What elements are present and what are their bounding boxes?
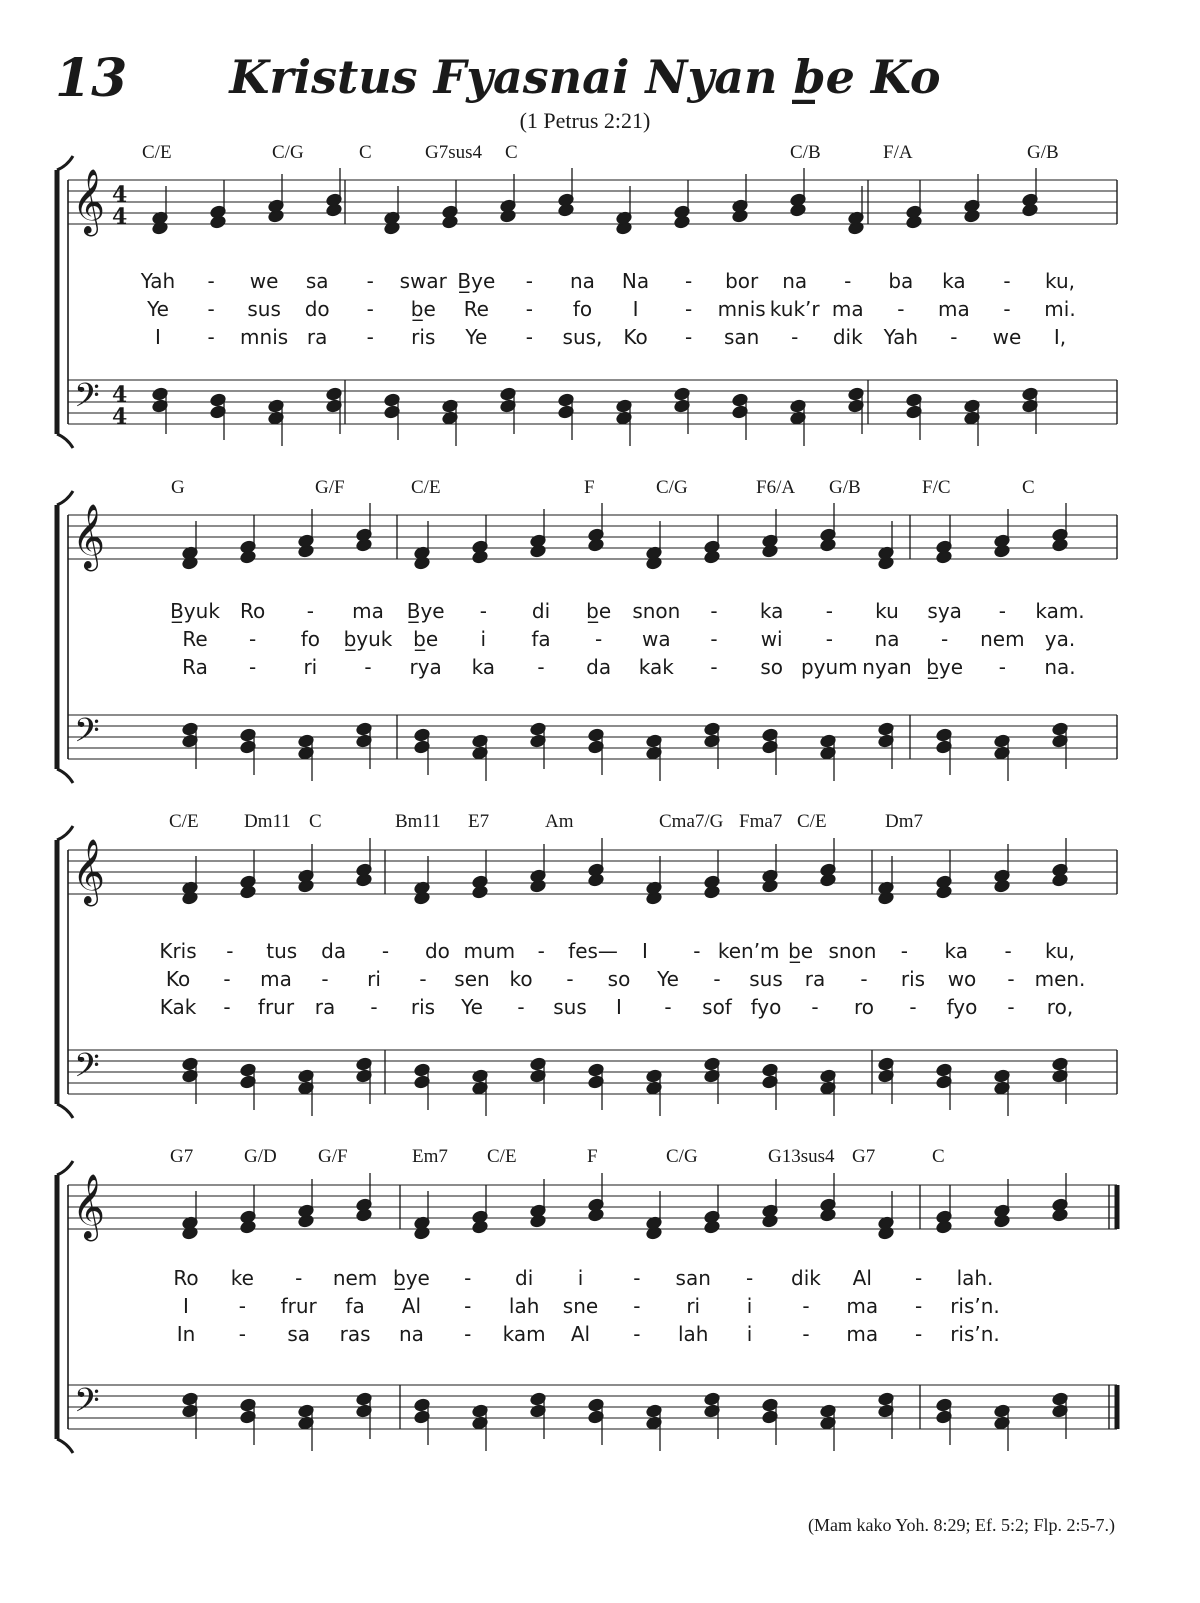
lyric-syllable: snon — [632, 599, 681, 623]
lyric-syllable: ra — [314, 995, 336, 1019]
lyric-syllable: swar — [399, 269, 447, 293]
lyric-syllable: ka — [944, 939, 968, 963]
lyric-syllable: - — [915, 1294, 923, 1318]
lyric-syllable: i — [746, 1322, 753, 1346]
chord-symbol: G/F — [318, 1146, 348, 1167]
lyric-syllable: na — [570, 269, 595, 293]
lyric-syllable: mi. — [1044, 297, 1076, 321]
lyric-syllable: - — [419, 967, 427, 991]
lyric-syllable: ya. — [1044, 627, 1076, 651]
footer-references: (Mam kako Yoh. 8:29; Ef. 5:2; Flp. 2:5-7.) — [807, 1515, 1115, 1535]
lyric-syllable: fo — [572, 297, 593, 321]
lyric-syllable: - — [664, 995, 672, 1019]
lyric-syllable: I — [632, 297, 639, 321]
lyric-syllable: - — [860, 967, 868, 991]
lyric-syllable: - — [900, 939, 908, 963]
chord-symbol: G/D — [244, 1146, 277, 1167]
lyric-syllable: ku — [875, 599, 899, 623]
lyric-syllable: Ro — [173, 1266, 199, 1290]
lyric-syllable: - — [537, 655, 545, 679]
lyric-syllable: - — [941, 627, 949, 651]
lyric-syllable: ris’n. — [950, 1294, 1000, 1318]
lyric-syllable: mum — [463, 939, 516, 963]
lyric-syllable: ma — [846, 1294, 879, 1318]
lyric-syllable: dik — [832, 325, 863, 349]
lyric-syllable: ra — [306, 325, 328, 349]
lyric-syllable: - — [517, 995, 525, 1019]
lyric-syllable: - — [364, 655, 372, 679]
chord-symbol: Dm11 — [244, 811, 291, 832]
chord-symbol: C/E — [487, 1146, 517, 1167]
chord-symbol: C/B — [790, 142, 821, 163]
lyric-syllable: men. — [1034, 967, 1086, 991]
chord-symbol: C/G — [272, 142, 304, 163]
lyric-syllable: - — [844, 269, 852, 293]
lyric-syllable: wo — [947, 967, 977, 991]
lyric-syllable: - — [745, 1266, 754, 1290]
chord-symbol: C/E — [169, 811, 199, 832]
lyric-syllable: - — [223, 995, 231, 1019]
lyric-syllable: - — [525, 325, 534, 349]
lyric-syllable: - — [381, 939, 390, 963]
lyric-syllable: - — [464, 1266, 472, 1290]
lyric-syllable: wi — [760, 627, 783, 651]
lyric-syllable: bor — [725, 269, 759, 293]
lyric-syllable: - — [366, 269, 374, 293]
lyric-syllable: Al — [401, 1294, 422, 1318]
chord-symbol: G7sus4 — [425, 142, 483, 163]
chord-symbol: C — [359, 142, 372, 163]
lyric-syllable: sus — [749, 967, 783, 991]
lyric-syllable: we — [992, 325, 1022, 349]
lyric-syllable: ma — [352, 599, 384, 623]
lyric-syllable: frur — [280, 1294, 317, 1318]
lyric-syllable: b̲e — [413, 627, 439, 651]
lyric-syllable: - — [1003, 297, 1011, 321]
lyric-syllable: - — [537, 939, 545, 963]
lyric-syllable: fa — [531, 627, 551, 651]
lyric-syllable: - — [684, 297, 693, 321]
lyric-syllable: I — [155, 325, 161, 349]
chord-symbol: Dm7 — [885, 811, 923, 832]
lyric-syllable: - — [825, 599, 833, 623]
lyric-syllable: b̲e — [788, 939, 814, 963]
lyric-syllable: ke — [230, 1266, 254, 1290]
lyric-syllable: sa — [305, 269, 329, 293]
lyric-syllable: ma — [260, 967, 292, 991]
lyric-syllable: - — [915, 1266, 923, 1290]
chord-symbol: G/B — [829, 477, 861, 498]
lyric-syllable: nem — [332, 1266, 378, 1290]
chord-symbol: Em7 — [412, 1146, 448, 1167]
lyric-syllable: - — [306, 599, 314, 623]
lyric-syllable: i — [480, 627, 487, 651]
lyric-syllable: kak — [638, 655, 674, 679]
lyric-syllable: - — [710, 655, 718, 679]
chord-symbol: Am — [545, 811, 574, 832]
lyric-syllable: I — [183, 1294, 189, 1318]
chord-symbol: G7 — [852, 1146, 876, 1167]
lyric-syllable: san — [723, 325, 760, 349]
lyric-syllable: tus — [266, 939, 298, 963]
lyric-syllable: ma — [846, 1322, 879, 1346]
lyric-syllable: so — [760, 655, 783, 679]
lyric-syllable: b̲yuk — [343, 627, 393, 651]
lyric-syllable: - — [249, 627, 257, 651]
bass-clef-icon: 𝄢 — [74, 1382, 100, 1428]
lyric-syllable: lah — [677, 1322, 709, 1346]
lyric-syllable: - — [525, 269, 534, 293]
lyric-syllable: san — [675, 1266, 711, 1290]
lyric-syllable: sen — [454, 967, 490, 991]
lyric-syllable: B̲ye — [406, 599, 445, 623]
lyric-syllable: so — [607, 967, 631, 991]
lyric-syllable: - — [525, 297, 534, 321]
lyric-syllable: Ye — [147, 297, 169, 321]
lyric-syllable: - — [998, 599, 1006, 623]
lyric-syllable: - — [238, 1294, 246, 1318]
chord-symbol: G/B — [1027, 142, 1059, 163]
lyric-syllable: ku, — [1045, 269, 1075, 293]
lyric-syllable: - — [713, 967, 721, 991]
bass-clef-icon: 𝄢 — [74, 377, 100, 423]
lyric-syllable: b̲ye — [393, 1266, 430, 1290]
lyric-syllable: ba — [888, 269, 914, 293]
lyric-syllable: Na — [621, 269, 650, 293]
lyric-syllable: kam — [502, 1322, 546, 1346]
lyric-syllable: - — [684, 269, 693, 293]
chord-symbol: C — [505, 142, 518, 163]
lyric-syllable: - — [207, 269, 215, 293]
lyric-syllable: - — [238, 1322, 246, 1346]
lyric-syllable: sus — [553, 995, 587, 1019]
lyric-syllable: - — [633, 1322, 641, 1346]
lyric-syllable: ma — [831, 297, 864, 321]
lyric-syllable: - — [223, 967, 231, 991]
lyric-syllable: ri — [367, 967, 381, 991]
lyric-syllable: ko — [509, 967, 533, 991]
chord-symbol: G — [171, 477, 185, 498]
lyric-syllable: mnis — [717, 297, 766, 321]
lyric-syllable: - — [295, 1266, 303, 1290]
lyric-syllable: fyo — [750, 995, 782, 1019]
chord-symbol: E7 — [468, 811, 490, 832]
lyric-syllable: fo — [300, 627, 320, 651]
lyric-syllable: sof — [702, 995, 732, 1019]
lyric-syllable: I — [616, 995, 622, 1019]
treble-clef-icon: 𝄞 — [72, 169, 106, 234]
lyric-syllable: - — [1007, 967, 1015, 991]
lyric-syllable: ku, — [1045, 939, 1075, 963]
lyric-syllable: sya — [927, 599, 962, 623]
lyric-syllable: da — [586, 655, 612, 679]
lyric-syllable: - — [479, 599, 487, 623]
chord-symbol: F — [587, 1146, 598, 1167]
chord-symbol: C — [309, 811, 322, 832]
treble-clef-icon: 𝄞 — [72, 1174, 106, 1239]
bass-clef-icon: 𝄢 — [74, 712, 100, 758]
lyric-syllable: na — [398, 1322, 424, 1346]
lyric-syllable: dik — [791, 1266, 821, 1290]
lyric-syllable: do — [304, 297, 330, 321]
chord-symbol: F6/A — [756, 477, 796, 498]
lyric-syllable: fes— — [568, 939, 618, 963]
lyric-syllable: i — [746, 1294, 753, 1318]
lyric-syllable: - — [710, 599, 718, 623]
lyric-syllable: Kak — [159, 995, 197, 1019]
chord-symbol: G7 — [170, 1146, 194, 1167]
svg-text:4: 4 — [112, 382, 128, 408]
lyric-syllable: Re — [463, 297, 489, 321]
lyric-syllable: ri — [686, 1294, 701, 1318]
lyric-syllable: ma — [938, 297, 970, 321]
lyric-syllable: rya — [409, 655, 442, 679]
lyric-syllable: Al — [570, 1322, 591, 1346]
scripture-reference: (1 Petrus 2:21) — [519, 108, 651, 133]
lyric-syllable: do — [424, 939, 450, 963]
lyric-syllable: ken’m — [717, 939, 780, 963]
svg-text:4: 4 — [112, 404, 128, 430]
chord-symbol: F/C — [922, 477, 951, 498]
lyric-syllable: Ye — [461, 995, 483, 1019]
lyric-syllable: we — [249, 269, 279, 293]
lyric-syllable: - — [998, 655, 1006, 679]
lyric-syllable: - — [366, 297, 374, 321]
lyric-syllable: Ra — [182, 655, 208, 679]
lyric-syllable: - — [595, 627, 603, 651]
chord-symbol: C/E — [797, 811, 827, 832]
lyric-syllable: - — [915, 1322, 923, 1346]
chord-symbol: C — [1022, 477, 1035, 498]
lyric-syllable: - — [321, 967, 329, 991]
lyric-syllable: - — [811, 995, 819, 1019]
lyric-syllable: snon — [828, 939, 877, 963]
lyric-syllable: ka — [759, 599, 784, 623]
lyric-syllable: - — [909, 995, 917, 1019]
chord-symbol: Bm11 — [395, 811, 441, 832]
lyric-syllable: - — [207, 325, 215, 349]
lyric-syllable: lah — [508, 1294, 540, 1318]
bass-clef-icon: 𝄢 — [74, 1047, 100, 1093]
lyric-syllable: wa — [642, 627, 671, 651]
lyric-syllable: - — [370, 995, 378, 1019]
lyric-syllable: - — [633, 1294, 641, 1318]
hymn-title: Kristus Fyasnai Nyan b̲e Ko — [229, 50, 941, 104]
lyric-syllable: Ye — [465, 325, 488, 349]
lyric-syllable: Ye — [657, 967, 679, 991]
lyric-syllable: na. — [1044, 655, 1076, 679]
lyric-syllable: ri — [303, 655, 318, 679]
lyric-syllable: sus, — [562, 325, 603, 349]
lyric-syllable: - — [1003, 269, 1011, 293]
treble-clef-icon: 𝄞 — [72, 504, 106, 569]
lyric-syllable: - — [1007, 995, 1015, 1019]
lyric-syllable: kuk’r — [769, 297, 820, 321]
lyric-syllable: ro, — [1046, 995, 1074, 1019]
lyric-syllable: Re — [182, 627, 208, 651]
lyric-syllable: - — [950, 325, 958, 349]
lyric-syllable: - — [802, 1294, 810, 1318]
chord-symbol: C/E — [142, 142, 172, 163]
chord-symbol: C/E — [411, 477, 441, 498]
lyric-syllable: ris’n. — [950, 1322, 1000, 1346]
lyric-syllable: ka — [471, 655, 496, 679]
chord-symbol: C/G — [656, 477, 688, 498]
lyric-syllable: ris — [900, 967, 926, 991]
chord-symbol: G/F — [315, 477, 345, 498]
lyric-syllable: - — [791, 325, 799, 349]
lyric-syllable: - — [684, 325, 693, 349]
lyric-syllable: Yah — [883, 325, 919, 349]
lyric-syllable: In — [176, 1322, 196, 1346]
lyric-syllable: - — [226, 939, 234, 963]
lyric-syllable: nem — [980, 627, 1025, 651]
lyric-syllable: - — [1004, 939, 1012, 963]
lyric-syllable: di — [515, 1266, 534, 1290]
lyric-syllable: B̲yuk — [170, 599, 220, 623]
lyric-syllable: mnis — [240, 325, 289, 349]
lyric-syllable: - — [693, 939, 701, 963]
chord-symbol: C — [932, 1146, 945, 1167]
lyric-syllable: ris — [411, 325, 436, 349]
lyric-syllable: Yah — [140, 269, 176, 293]
chord-symbol: C/G — [666, 1146, 698, 1167]
lyric-syllable: Kris — [159, 939, 197, 963]
lyric-syllable: ras — [339, 1322, 371, 1346]
lyric-syllable: Al — [852, 1266, 872, 1290]
lyric-syllable: fa — [345, 1294, 365, 1318]
lyric-syllable: kam. — [1035, 599, 1085, 623]
hymn-number: 13 — [55, 48, 128, 109]
lyric-syllable: lah. — [956, 1266, 994, 1290]
chord-symbol: G13sus4 — [768, 1146, 835, 1167]
time-sig-top: 4 — [112, 182, 128, 208]
lyric-syllable: - — [207, 297, 215, 321]
lyric-syllable: Ko — [165, 967, 191, 991]
lyric-syllable: Ro — [240, 599, 266, 623]
lyric-syllable: B̲ye — [457, 269, 496, 293]
lyric-syllable: Ko — [623, 325, 648, 349]
lyric-syllable: b̲ye — [926, 655, 964, 679]
lyric-syllable: na — [874, 627, 900, 651]
lyric-syllable: nyan — [862, 655, 912, 679]
lyric-syllable: sus — [247, 297, 281, 321]
lyric-syllable: da — [321, 939, 347, 963]
lyric-syllable: - — [633, 1266, 641, 1290]
lyric-syllable: ro — [853, 995, 875, 1019]
lyric-syllable: fyo — [946, 995, 978, 1019]
treble-clef-icon: 𝄞 — [72, 839, 106, 904]
lyric-syllable: sa — [287, 1322, 311, 1346]
lyric-syllable: pyum — [800, 655, 858, 679]
lyric-syllable: - — [897, 297, 905, 321]
lyric-syllable: ris — [410, 995, 436, 1019]
time-sig-bottom: 4 — [112, 204, 128, 230]
lyric-syllable: - — [825, 627, 833, 651]
lyric-syllable: di — [531, 599, 551, 623]
chord-symbol: Cma7/G — [659, 811, 724, 832]
chord-symbol: F/A — [883, 142, 913, 163]
chord-symbol: F — [584, 477, 595, 498]
lyric-syllable: - — [366, 325, 374, 349]
lyric-syllable: - — [464, 1294, 472, 1318]
lyric-syllable: ra — [804, 967, 826, 991]
lyric-syllable: - — [802, 1322, 810, 1346]
lyric-syllable: b̲e — [586, 599, 612, 623]
lyric-syllable: - — [249, 655, 257, 679]
chord-symbol: Fma7 — [739, 811, 783, 832]
lyric-syllable: - — [464, 1322, 472, 1346]
lyric-syllable: frur — [257, 995, 295, 1019]
lyric-syllable: I, — [1053, 325, 1067, 349]
lyric-syllable: I — [641, 939, 648, 963]
lyric-syllable: - — [710, 627, 718, 651]
lyric-syllable: sne — [562, 1294, 599, 1318]
lyric-syllable: - — [566, 967, 574, 991]
lyric-syllable: ka — [942, 269, 966, 293]
lyric-syllable: na — [782, 269, 808, 293]
lyric-syllable: i — [577, 1266, 584, 1290]
lyric-syllable: b̲e — [410, 297, 436, 321]
